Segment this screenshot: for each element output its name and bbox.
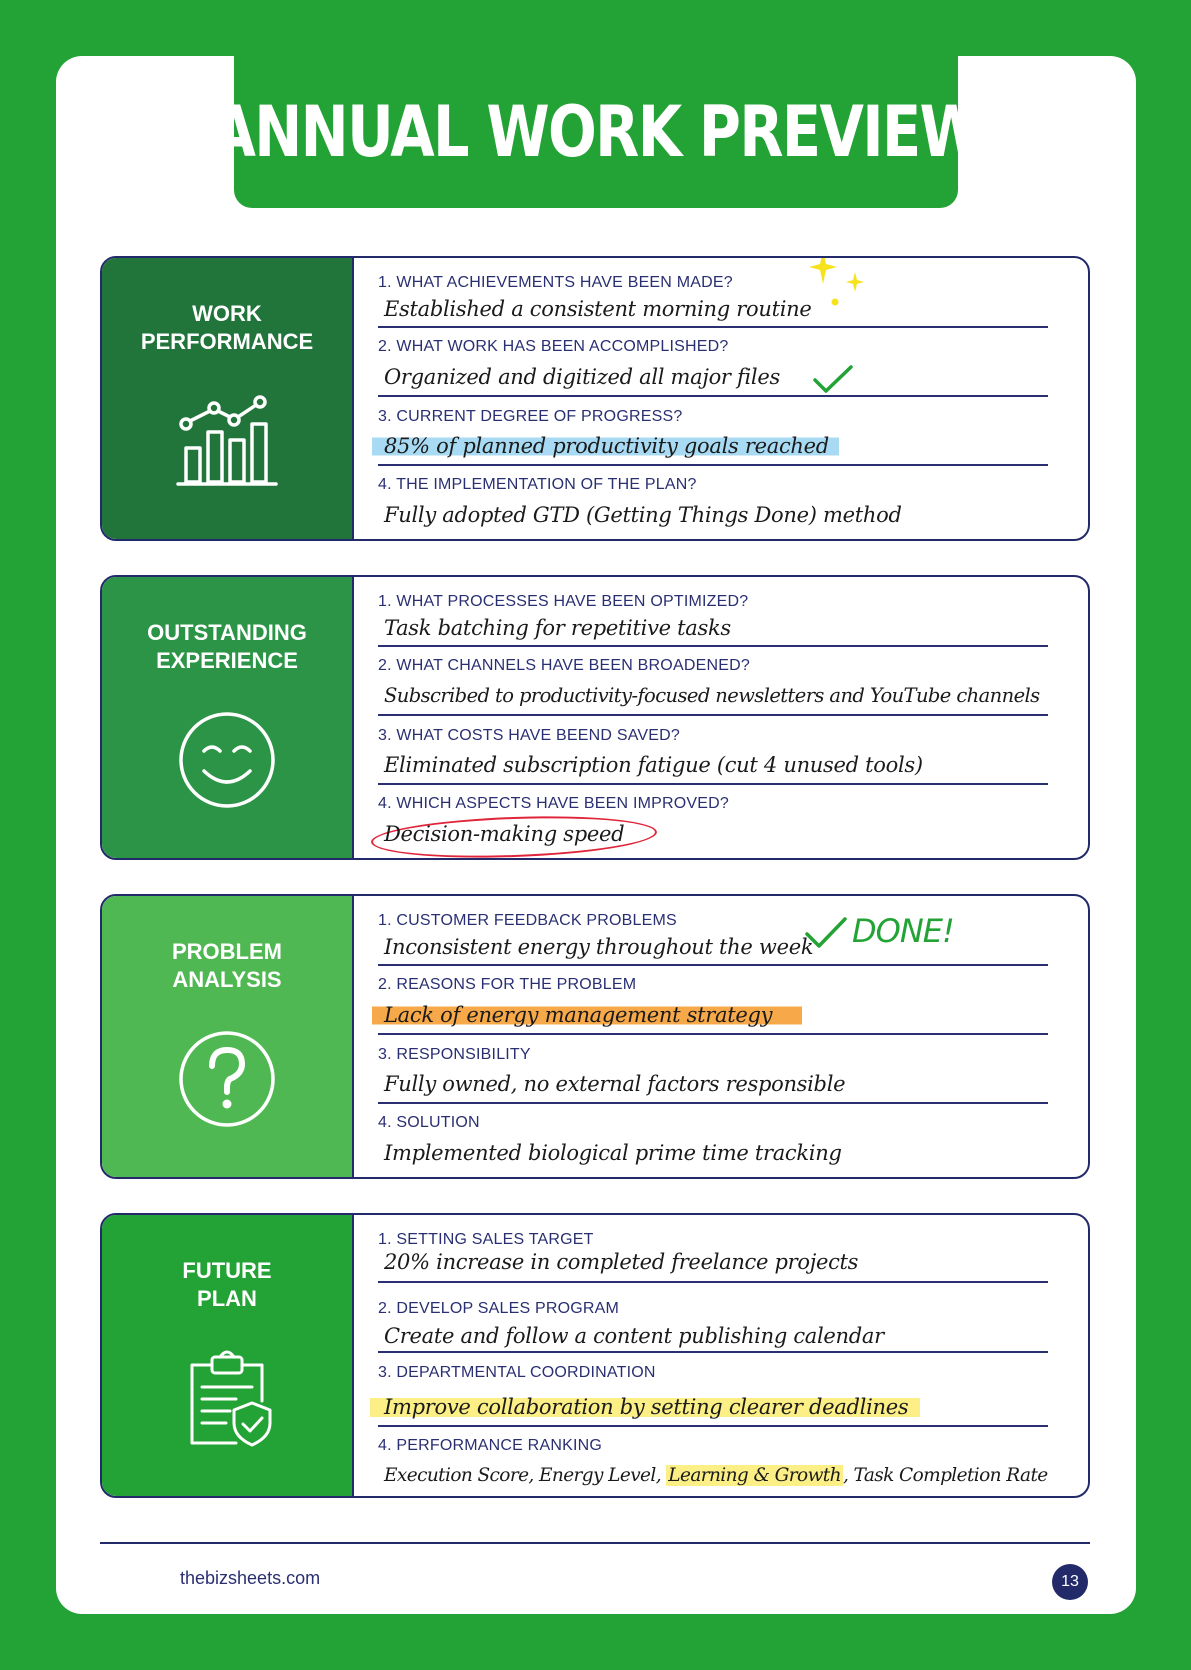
- question-1: 1. WHAT PROCESSES HAVE BEEN OPTIMIZED?: [378, 593, 749, 610]
- clipboard-shield-icon: [172, 1343, 282, 1453]
- answer-4: Decision-making speed: [384, 822, 625, 846]
- highlighted-answer: 85% of planned productivity goals reached: [372, 434, 839, 458]
- bar-chart-icon: [172, 386, 282, 496]
- sparkle-icon: [803, 256, 893, 316]
- answer-3: [384, 434, 839, 458]
- answer-3: Eliminated subscription fatigue (cut 4 unused tools): [384, 753, 923, 777]
- question-2: 2. WHAT CHANNELS HAVE BEEN BROADENED?: [378, 657, 750, 674]
- question-2: 2. REASONS FOR THE PROBLEM: [378, 976, 637, 993]
- question-3: 3. RESPONSIBILITY: [378, 1046, 531, 1063]
- question-4: 4. WHICH ASPECTS HAVE BEEN IMPROVED?: [378, 795, 729, 812]
- question-4: 4. PERFORMANCE RANKING: [378, 1437, 602, 1454]
- question-4: 4. SOLUTION: [378, 1114, 480, 1131]
- section-header-panel: [102, 1215, 354, 1496]
- answer-4: [384, 1465, 1048, 1486]
- section-content: [378, 896, 1088, 1177]
- question-3: 3. CURRENT DEGREE OF PROGRESS?: [378, 408, 683, 425]
- section-header-panel: [102, 577, 354, 858]
- answer-2: Organized and digitized all major files: [384, 365, 780, 389]
- answer-4: Implemented biological prime time tracking: [384, 1141, 842, 1165]
- answer-underline: [378, 1102, 1048, 1104]
- answer-2: Subscribed to productivity-focused newsletters and YouTube channels: [384, 684, 1040, 707]
- section-title: OUTSTANDING EXPERIENCE: [147, 620, 307, 673]
- answer-1: Established a consistent morning routine: [384, 297, 812, 321]
- section-header-panel: [102, 258, 354, 539]
- section-title: PROBLEM ANALYSIS: [172, 939, 282, 992]
- question-1: 1. CUSTOMER FEEDBACK PROBLEMS: [378, 912, 677, 929]
- section-work-performance: [100, 256, 1090, 541]
- checkmark-icon: [804, 916, 848, 952]
- section-problem-analysis: [100, 894, 1090, 1179]
- answer-1: 20% increase in completed freelance projects: [384, 1250, 859, 1274]
- page-number-badge: 13: [1052, 1564, 1088, 1600]
- ranking-part-3: , Task Completion Rate: [842, 1465, 1048, 1486]
- question-2: 2. WHAT WORK HAS BEEN ACCOMPLISHED?: [378, 338, 729, 355]
- question-1: 1. WHAT ACHIEVEMENTS HAVE BEEN MADE?: [378, 274, 733, 291]
- section-outstanding-experience: [100, 575, 1090, 860]
- ranking-highlight: Learning & Growth: [668, 1465, 841, 1486]
- answer-underline: [378, 1281, 1048, 1283]
- title-banner: [211, 56, 981, 208]
- question-mark-icon: [172, 1024, 282, 1134]
- answer-underline: [378, 1033, 1048, 1035]
- answer-3: [384, 1395, 920, 1419]
- checkmark-icon: [812, 364, 854, 396]
- smiley-face-icon: [172, 705, 282, 815]
- section-future-plan: [100, 1213, 1090, 1498]
- answer-underline: [378, 714, 1048, 716]
- done-label: DONE!: [852, 912, 954, 950]
- answer-underline: [378, 1425, 1048, 1427]
- answer-underline: [378, 326, 1048, 328]
- answer-3: Fully owned, no external factors responsible: [384, 1072, 846, 1096]
- ranking-part-1: Execution Score, Energy Level,: [384, 1465, 667, 1486]
- section-content: [378, 258, 1088, 539]
- answer-2: Create and follow a content publishing calendar: [384, 1324, 884, 1348]
- answer-underline: [378, 395, 1048, 397]
- section-content: [378, 577, 1088, 858]
- section-header-panel: [102, 896, 354, 1177]
- question-2: 2. DEVELOP SALES PROGRAM: [378, 1300, 620, 1317]
- question-3: 3. WHAT COSTS HAVE BEEND SAVED?: [378, 727, 680, 744]
- section-content: [378, 1215, 1088, 1496]
- answer-4: Fully adopted GTD (Getting Things Done) method: [384, 503, 902, 527]
- section-title: FUTURE PLAN: [182, 1258, 272, 1311]
- answer-1: Inconsistent energy throughout the week: [384, 935, 814, 959]
- highlighted-answer: Lack of energy management strategy: [372, 1003, 802, 1027]
- page-title: ANNUAL WORK PREVIEW: [211, 91, 981, 173]
- answer-underline: [378, 645, 1048, 647]
- footer-website: thebizsheets.com: [180, 1568, 321, 1588]
- answer-underline: [378, 783, 1048, 785]
- answer-underline: [378, 1351, 1048, 1353]
- highlighted-answer: Improve collaboration by setting clearer deadlines: [370, 1395, 920, 1419]
- section-title: WORK PERFORMANCE: [140, 301, 314, 354]
- answer-underline: [378, 464, 1048, 466]
- question-1: 1. SETTING SALES TARGET: [378, 1231, 594, 1248]
- answer-underline: [378, 964, 1048, 966]
- footer-divider: [100, 1542, 1090, 1544]
- answer-2: [384, 1003, 802, 1027]
- answer-1: Task batching for repetitive tasks: [384, 616, 731, 640]
- question-4: 4. THE IMPLEMENTATION OF THE PLAN?: [378, 476, 697, 493]
- page-card: [56, 56, 1136, 1614]
- question-3: 3. DEPARTMENTAL COORDINATION: [378, 1364, 656, 1381]
